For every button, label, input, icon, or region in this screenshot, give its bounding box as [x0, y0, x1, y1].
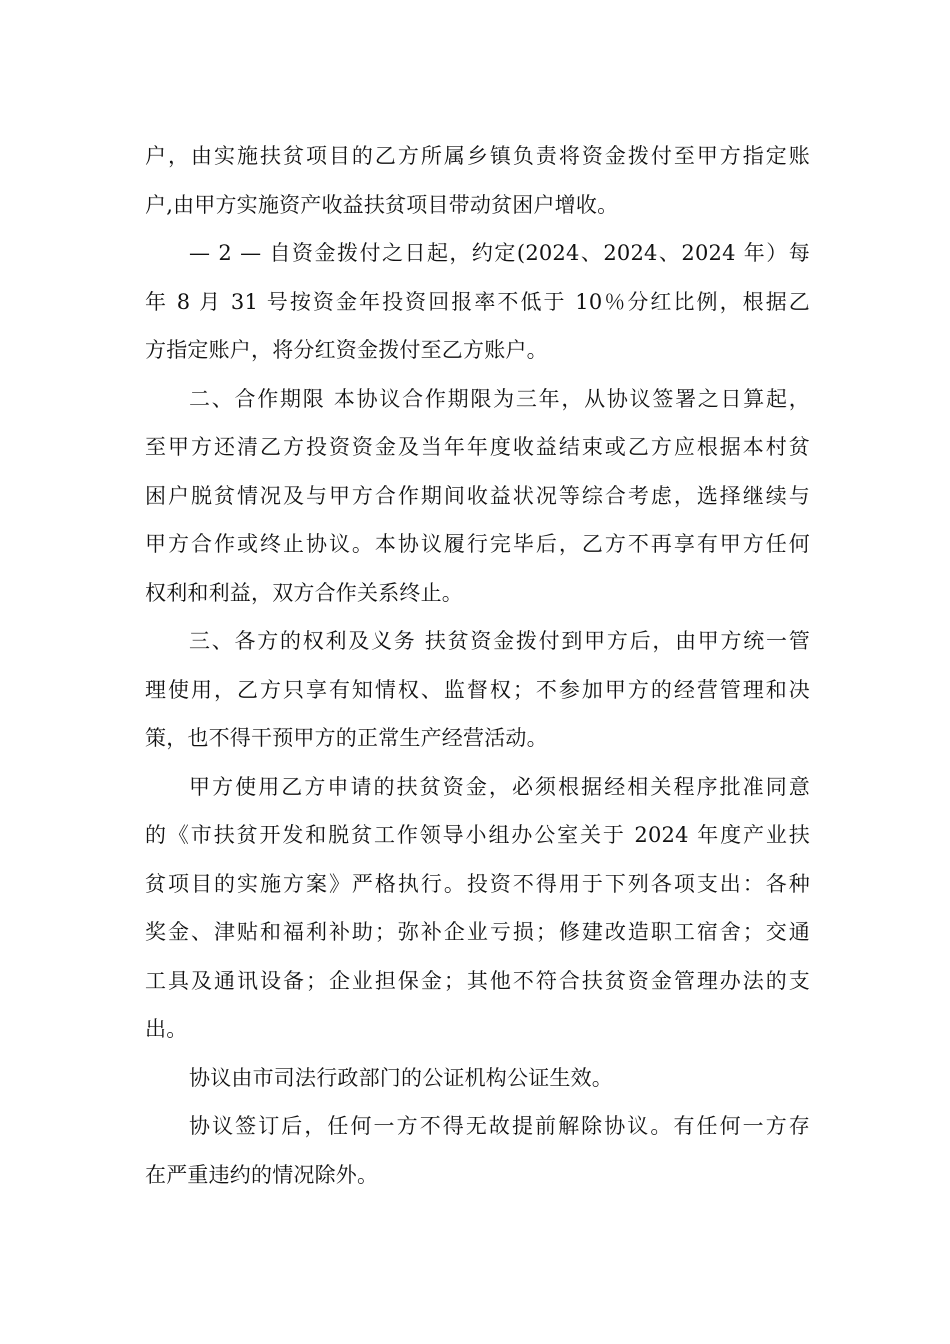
text-line: 理使用，乙方只享有知情权、监督权；不参加甲方的经营管理和决 [145, 677, 810, 702]
text-line: 策，也不得干预甲方的正常生产经营活动。 [145, 726, 548, 750]
text-line: 甲方使用乙方申请的扶贫资金，必须根据经相关程序批准同意 [189, 774, 810, 799]
text-line: 困户脱贫情况及与甲方合作期间收益状况等综合考虑，选择继续与 [145, 483, 810, 508]
text-line: 贫项目的实施方案》严格执行。投资不得用于下列各项支出：各种 [145, 871, 810, 896]
text-line: 户，由实施扶贫项目的乙方所属乡镇负责将资金拨付至甲方指定账 [145, 144, 810, 168]
text-line: 协议由市司法行政部门的公证机构公证生效。 [189, 1065, 613, 1090]
text-line: 奖金、津贴和福利补助；弥补企业亏损；修建改造职工宿舍；交通 [145, 920, 810, 944]
text-line: 三、各方的权利及义务 扶贫资金拨付到甲方后，由甲方统一管 [189, 629, 810, 653]
text-line: 至甲方还清乙方投资资金及当年年度收益结束或乙方应根据本村贫 [145, 435, 810, 459]
text-line: 出。 [145, 1017, 188, 1041]
text-line: 甲方合作或终止协议。本协议履行完毕后，乙方不再享有甲方任何 [145, 532, 810, 556]
document-body [145, 132, 810, 1199]
text-line: 协议签订后，任何一方不得无故提前解除协议。有任何一方存 [189, 1114, 810, 1138]
text-line: 权利和利益，双方合作关系终止。 [145, 580, 463, 605]
text-line: 方指定账户，将分红资金拨付至乙方账户。 [145, 338, 548, 362]
text-line: 二、合作期限 本协议合作期限为三年，从协议签署之日算起， [189, 386, 810, 411]
text-line: 工具及通讯设备；企业担保金；其他不符合扶贫资金管理办法的支 [145, 968, 810, 993]
text-line: 在严重违约的情况除外。 [145, 1162, 379, 1187]
text-line: — 2 — 自资金拨付之日起，约定(2024、2024、2024 年）每 [189, 241, 810, 265]
text-line: 户,由甲方实施资产收益扶贫项目带动贫困户增收。 [145, 192, 619, 217]
text-line: 年 8 月 31 号按资金年投资回报率不低于 10％分红比例，根据乙 [145, 289, 810, 314]
text-line: 的《市扶贫开发和脱贫工作领导小组办公室关于 2024 年度产业扶 [145, 823, 810, 847]
